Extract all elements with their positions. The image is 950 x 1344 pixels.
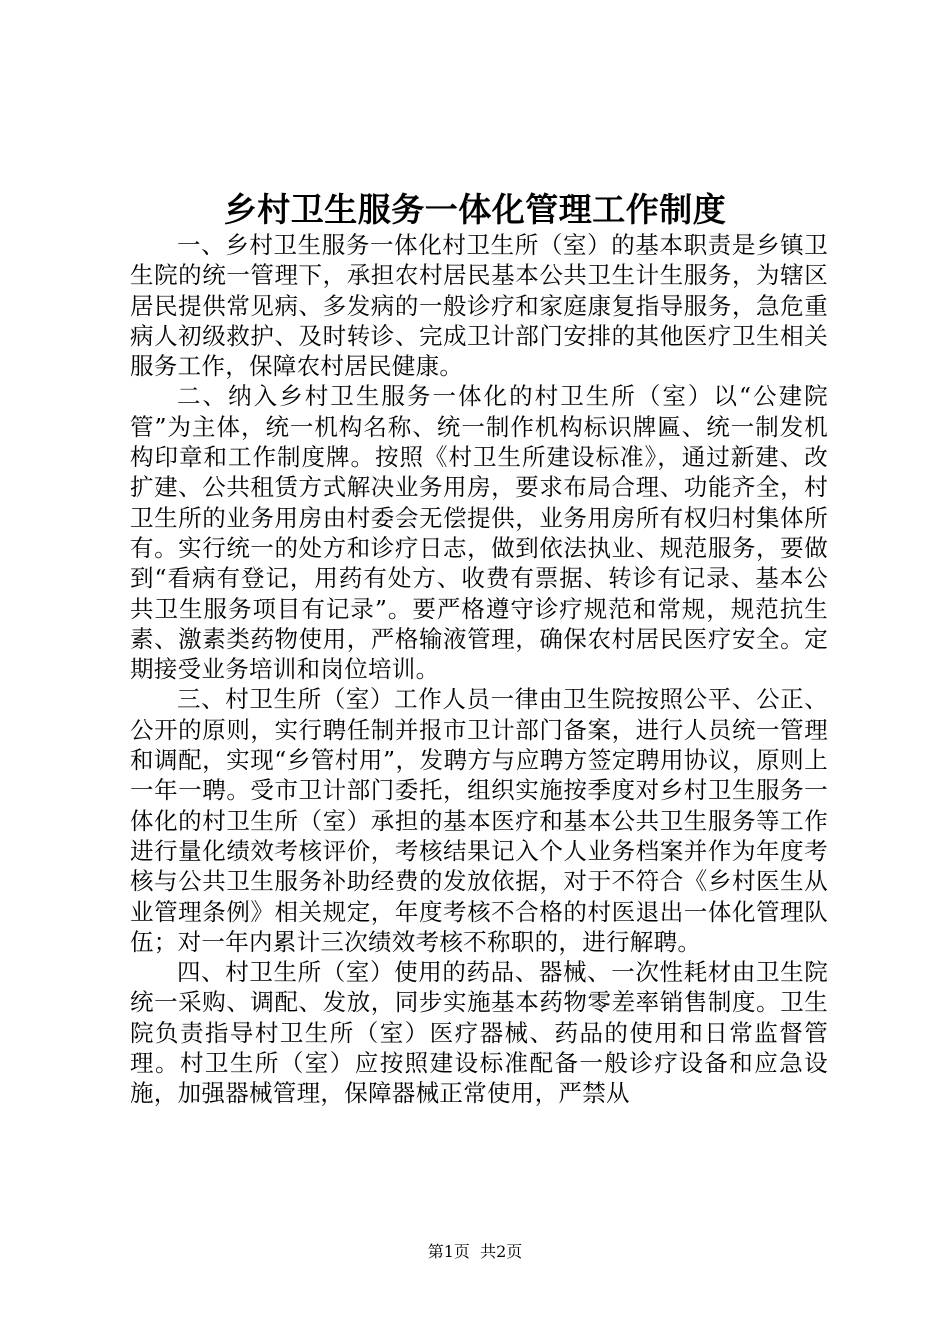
footer-separator: [470, 1242, 480, 1261]
paragraph-2: 二、纳入乡村卫生服务一体化的村卫生所（室）以“公建院管”为主体，统一机构名称、统一制作机构标识牌匾、统一制发机构印章和工作制度牌。按照《村卫生所建设标准》，通过新建、改扩建、公共租赁方式解决业务用房，要求布局合理、功能齐全，村卫生所的业务用房由村委会无偿提供，业务用房所有权归村集体所有。实行统一的处方和诊疗日志，做到依法执业、规范服务，要做到“看病有登记，用药有处方、收费有票据、转诊有记录、基本公共卫生服务项目有记录”。要严格遵守诊疗规范和常规，规范抗生素、激素类药物使用，严格输液管理，确保农村居民医疗安全。定期接受业务培训和岗位培训。: [130, 382, 828, 684]
page-footer: [0, 1240, 950, 1264]
document-title: 乡村卫生服务一体化管理工作制度: [223, 190, 727, 229]
document-body: [130, 230, 828, 1109]
paragraph-4: 四、村卫生所（室）使用的药品、器械、一次性耗材由卫生院统一采购、调配、发放，同步实施基本药物零差率销售制度。卫生院负责指导村卫生所（室）医疗器械、药品的使用和日常监督管理。村卫生所（室）应按照建设标准配备一般诊疗设备和应急设施，加强器械管理，保障器械正常使用，严禁从: [130, 958, 828, 1108]
paragraph-1: 一、乡村卫生服务一体化村卫生所（室）的基本职责是乡镇卫生院的统一管理下，承担农村居民基本公共卫生计生服务，为辖区居民提供常见病、多发病的一般诊疗和家庭康复指导服务，急危重病人初级救护、及时转诊、完成卫计部门安排的其他医疗卫生相关服务工作，保障农村居民健康。: [130, 231, 828, 381]
paragraph-3: 三、村卫生所（室）工作人员一律由卫生院按照公平、公正、公开的原则，实行聘任制并报市卫计部门备案，进行人员统一管理和调配，实现“乡管村用”，发聘方与应聘方签定聘用协议，原则上一年一聘。受市卫计部门委托，组织实施按季度对乡村卫生服务一体化的村卫生所（室）承担的基本医疗和基本公共卫生服务等工作进行量化绩效考核评价，考核结果记入个人业务档案并作为年度考核与公共卫生服务补助经费的发放依据，对于不符合《乡村医生从业管理条例》相关规定，年度考核不合格的村医退出一体化管理队伍；对一年内累计三次绩效考核不称职的，进行解聘。: [130, 685, 828, 956]
page-number-current: 第1页: [427, 1242, 470, 1261]
page-number-total: 共2页: [480, 1242, 523, 1261]
